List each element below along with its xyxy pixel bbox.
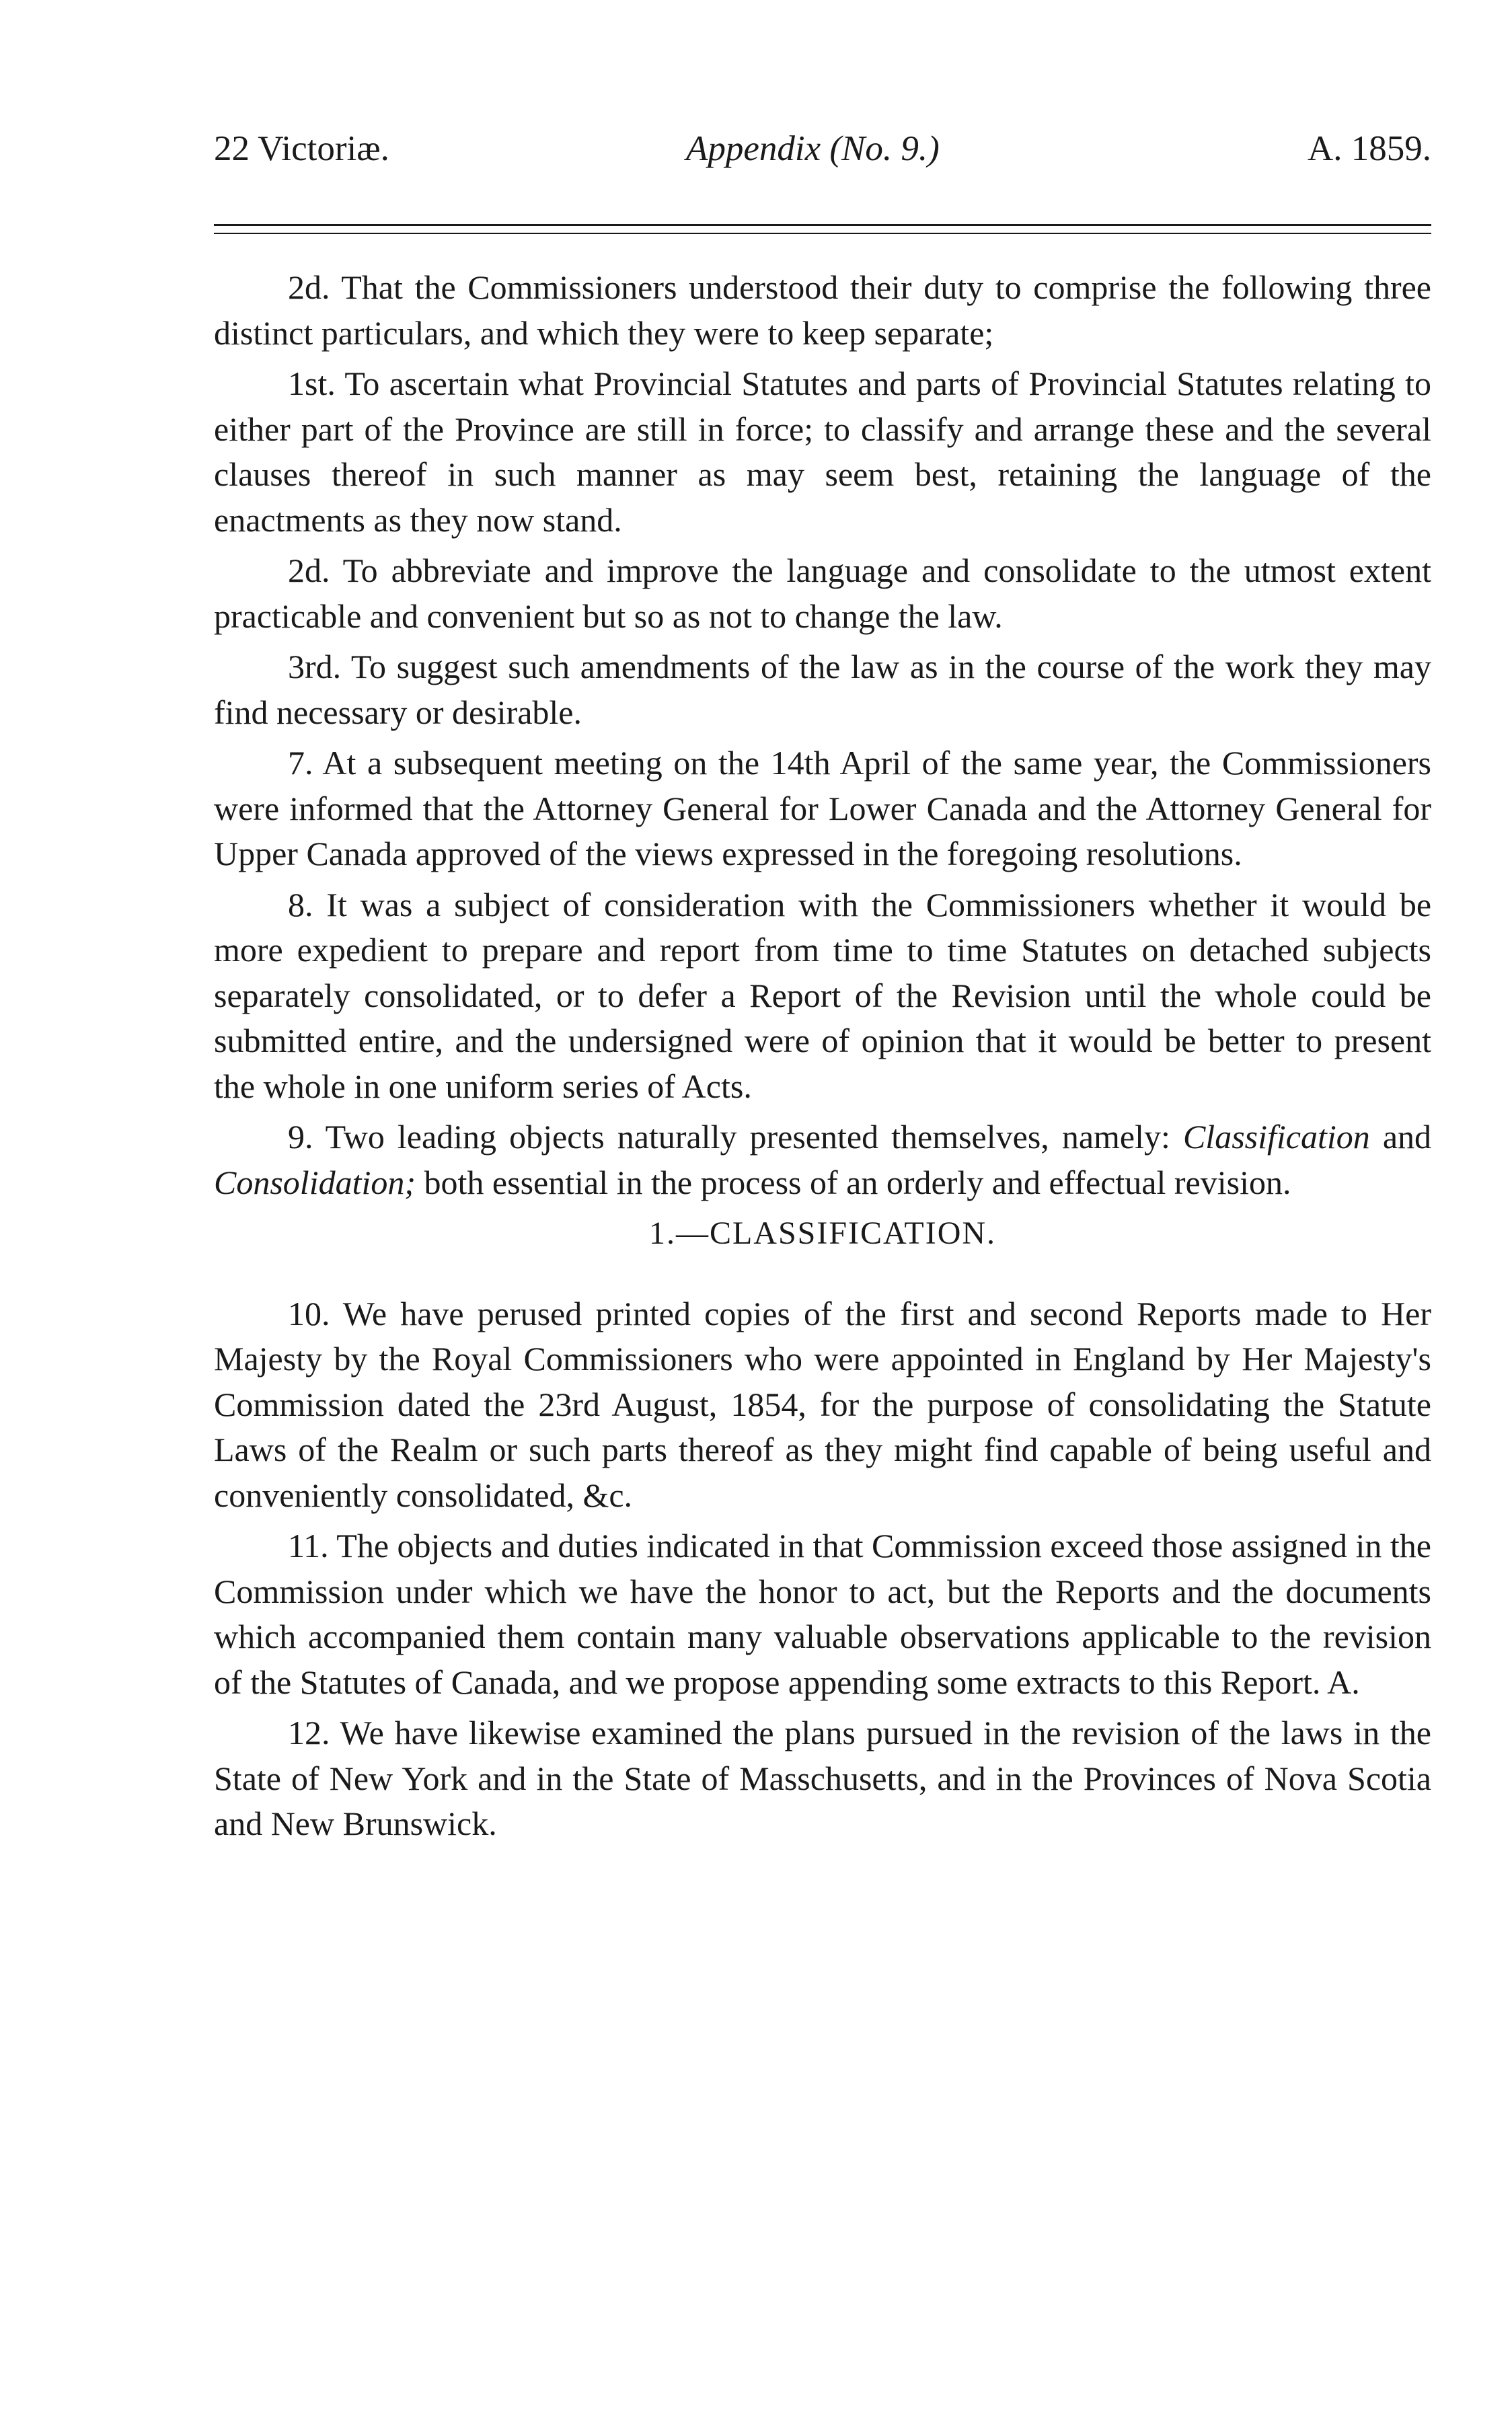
paragraph-number: 1st. bbox=[288, 365, 336, 402]
paragraph-number: 3rd. bbox=[288, 648, 342, 685]
page-header bbox=[214, 125, 1431, 172]
header-appendix: Appendix (No. 9.) bbox=[686, 129, 940, 168]
paragraph-number: 8. bbox=[288, 885, 313, 923]
body-text bbox=[214, 265, 1431, 1852]
paragraph-number: 11. bbox=[288, 1527, 329, 1564]
paragraph-12 bbox=[214, 1710, 1431, 1847]
paragraph-number: 7. bbox=[288, 744, 313, 782]
paragraph-text: That the Commissioners understood their duty to comprise the following three distinct particulars, and which they were to keep separate; bbox=[214, 268, 1431, 352]
header-rule-bottom bbox=[214, 233, 1431, 234]
paragraph-text: It was a subject of consideration with the Commissioners whether it would be more expedient to prepare and report from time to time Statutes on detached subjects separately consolidated, or to defer a Report of the Revision until the whole could be submitted entire, and the undersigned were of opinion that it would be better to present the whole in one uniform series of Acts. bbox=[214, 885, 1432, 1105]
paragraph-text: We have perused printed copies of the first and second Reports made to Her Majesty by the Royal Commissioners who were appointed in England by Her Majesty's Commission dated the 23rd August, 1854, for the purpose of consolidating the Statute Laws of the Realm or such parts thereof as they might find capable of being useful and conveniently consolidated, &c. bbox=[214, 1294, 1431, 1514]
paragraph-number: 2d. bbox=[288, 268, 330, 306]
paragraph-9 bbox=[214, 1115, 1431, 1205]
paragraph-text: The objects and duties indicated in that Commission exceed those assigned in the Commission under which we have the honor to act, but the Reports and the documents which accompanied them contain many valuable observations applicable to the revision of the Statutes of Canada, and we propose appending some extracts to this Report. A. bbox=[214, 1527, 1431, 1701]
header-rule-top bbox=[214, 224, 1431, 226]
header-year: A. 1859. bbox=[1307, 129, 1431, 168]
paragraph-2d-duty bbox=[214, 265, 1431, 356]
term-consolidation: Consolidation; bbox=[214, 1163, 416, 1201]
paragraph-2d bbox=[214, 548, 1431, 639]
paragraph-text: To suggest such amendments of the law as in the course of the work they may find necessary or desirable. bbox=[214, 648, 1431, 731]
paragraph-text: To ascertain what Provincial Statutes and parts of Provincial Statutes relating to either part of the Province are still in force; to classify and arrange these and the several clauses thereof in such manner as may seem best, retaining the language of the enactments as they now stand. bbox=[214, 365, 1431, 539]
term-classification: Classification bbox=[1182, 1118, 1370, 1156]
paragraph-3rd bbox=[214, 644, 1431, 735]
paragraph-text-post: both essential in the process of an orderly and effectual revision. bbox=[424, 1163, 1291, 1201]
paragraph-number: 10. bbox=[288, 1294, 330, 1332]
paragraph-text: To abbreviate and improve the language and consolidate to the utmost extent practicable and convenient but so as not to change the law. bbox=[214, 552, 1431, 635]
header-session: 22 Victoriæ. bbox=[214, 129, 389, 168]
paragraph-number: 2d. bbox=[288, 552, 330, 589]
paragraph-text-pre: Two leading objects naturally presented themselves, namely: bbox=[325, 1118, 1170, 1156]
paragraph-text: At a subsequent meeting on the 14th April of the same year, the Commissioners were informed that the Attorney General for Lower Canada and the Attorney General for Upper Canada approved of the views expressed in the foregoing resolutions. bbox=[214, 744, 1431, 872]
paragraph-10 bbox=[214, 1291, 1431, 1519]
paragraph-number: 9. bbox=[288, 1118, 313, 1156]
paragraph-text-mid: and bbox=[1382, 1118, 1432, 1156]
paragraph-number: 12. bbox=[288, 1714, 330, 1751]
paragraph-7 bbox=[214, 741, 1431, 877]
section-heading: 1.—CLASSIFICATION. bbox=[648, 1215, 997, 1251]
paragraph-11 bbox=[214, 1523, 1431, 1705]
paragraph-text: We have likewise examined the plans pursued in the revision of the laws in the State of New York and in the State of Masschusetts, and in the Provinces of Nova Scotia and New Brunswick. bbox=[214, 1714, 1431, 1842]
paragraph-1st bbox=[214, 361, 1431, 543]
paragraph-8 bbox=[214, 882, 1431, 1110]
